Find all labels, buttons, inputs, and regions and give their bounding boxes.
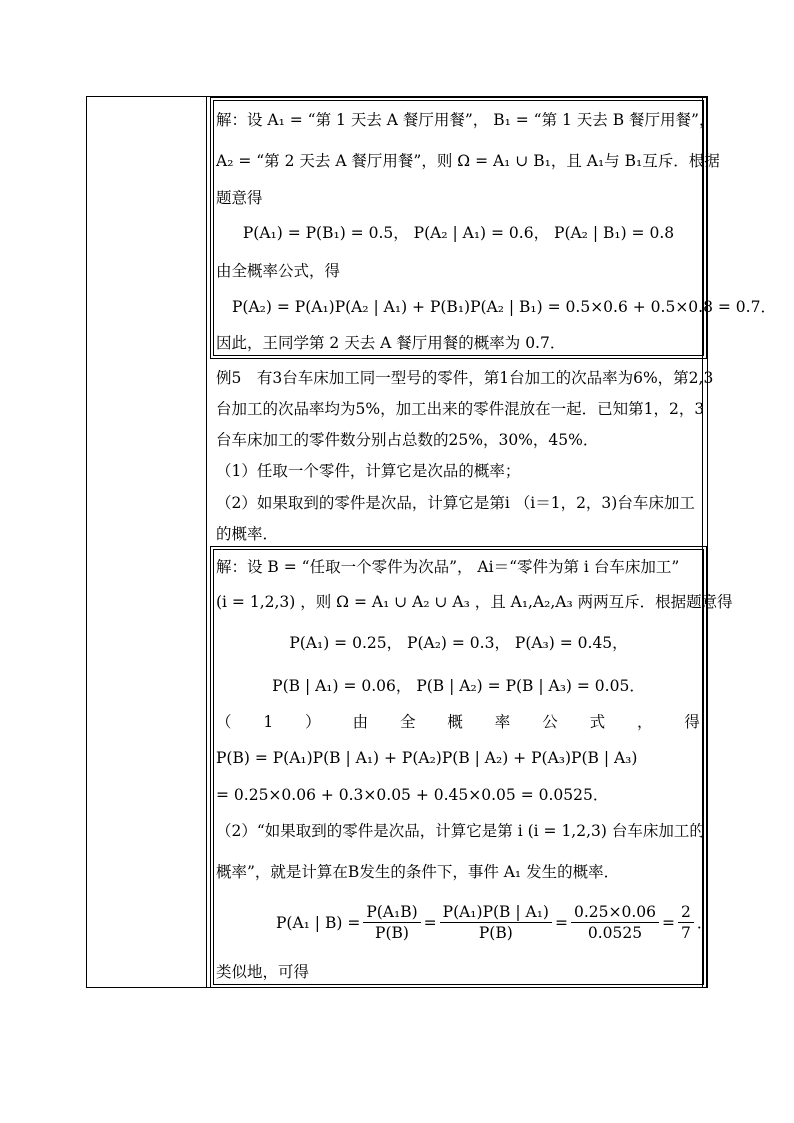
fraction-4: $\frac{2}{7}$ — [678, 902, 694, 943]
fraction-1: $\frac{\text{P(A₁B)}}{P(B)}$ — [363, 902, 420, 943]
sol2-line-5: （ 1 ） 由 全 概 率 公 式 ， 得 — [216, 713, 700, 731]
ex5-line-6: 的概率． — [216, 525, 279, 543]
sol2-line-2: (i = 1,2,3) ，则 Ω = A₁ ∪ A₂ ∪ A₃ ，且 A₁,A₂,A₃ 两两互斥．根据题意得 — [216, 593, 733, 611]
sol2-line-1: 解：设 B = “任取一个零件为次品”， Ai＝“零件为第 i 台车床加工” — [216, 558, 680, 576]
sol2-line-8: （2）“如果取到的零件是次品，计算它是第 i (i = 1,2,3) 台车床加工的 — [216, 822, 705, 840]
fraction-2: $\frac{\text{P(A₁)P(B | A₁)}}{P(B)}$ — [440, 902, 552, 943]
sol2-equation-3: P(B) = P(A₁)P(B | A₁) + P(A₂)P(B | A₂) + P(A₃)P(B | A₃) — [216, 749, 638, 767]
fraction-3: $\frac{0.25\times 0.06}{0.0525}$ — [571, 902, 659, 943]
sol1-line-5: 由全概率公式，得 — [216, 262, 341, 280]
column-divider — [206, 96, 207, 988]
sol1-equation-1: P(A₁) = P(B₁) = 0.5， P(A₂ | A₁) = 0.6， P(A₂ | B₁) = 0.8 — [242, 224, 675, 242]
sol1-equation-2: P(A₂) = P(A₁)P(A₂ | A₁) + P(B₁)P(A₂ | B₁) = 0.5×0.6 + 0.5×0.8 = 0.7． — [232, 298, 776, 316]
sol2-fraction-equation: P(A₁ | B) = $\frac{\text{P(A₁B)}}{P(B)}$ = $\frac{\text{P(A₁)P(B | A₁)}}{P(B)}$ = $\frac{0.25\times 0.06}{0.0525}$ = $\frac{2}{7}$ ． — [276, 903, 713, 942]
sol2-line-10: 类似地，可得 — [216, 963, 310, 981]
ex5-line-1: 例5 有3台车床加工同一型号的零件，第1台加工的次品率为6%，第2,3 — [216, 369, 714, 387]
sol2-line-9: 概率”，就是计算在B发生的条件下，事件 A₁ 发生的概率． — [216, 863, 620, 881]
ex5-line-3: 台车床加工的零件数分别占总数的25%，30%，45%． — [216, 431, 599, 449]
sol1-line-1: 解：设 A₁ = “第 1 天去 A 餐厅用餐”， B₁ = “第 1 天去 B 餐厅用餐”， — [216, 111, 715, 129]
sol2-equation-1: P(A₁) = 0.25， P(A₂) = 0.3， P(A₃) = 0.45， — [289, 634, 628, 652]
ex5-line-4: （1）任取一个零件，计算它是次品的概率； — [216, 462, 521, 480]
ex5-line-5: （2）如果取到的零件是次品，计算它是第i （i＝1，2，3)台车床加工 — [216, 494, 695, 512]
sol1-conclusion: 因此，王同学第 2 天去 A 餐厅用餐的概率为 0.7． — [216, 334, 566, 352]
sol2-equation-2: P(B | A₁) = 0.06， P(B | A₂) = P(B | A₃) = 0.05． — [272, 677, 645, 695]
sol1-line-3: 题意得 — [216, 189, 263, 207]
sol2-equation-4: = 0.25×0.06 + 0.3×0.05 + 0.45×0.05 = 0.0525． — [216, 786, 609, 804]
sol1-line-2: A₂ = “第 2 天去 A 餐厅用餐”，则 Ω = A₁ ∪ B₁，且 A₁与 B₁互斥．根据 — [216, 152, 720, 170]
ex5-line-2: 台加工的次品率均为5%，加工出来的零件混放在一起．已知第1，2，3 — [216, 400, 705, 418]
